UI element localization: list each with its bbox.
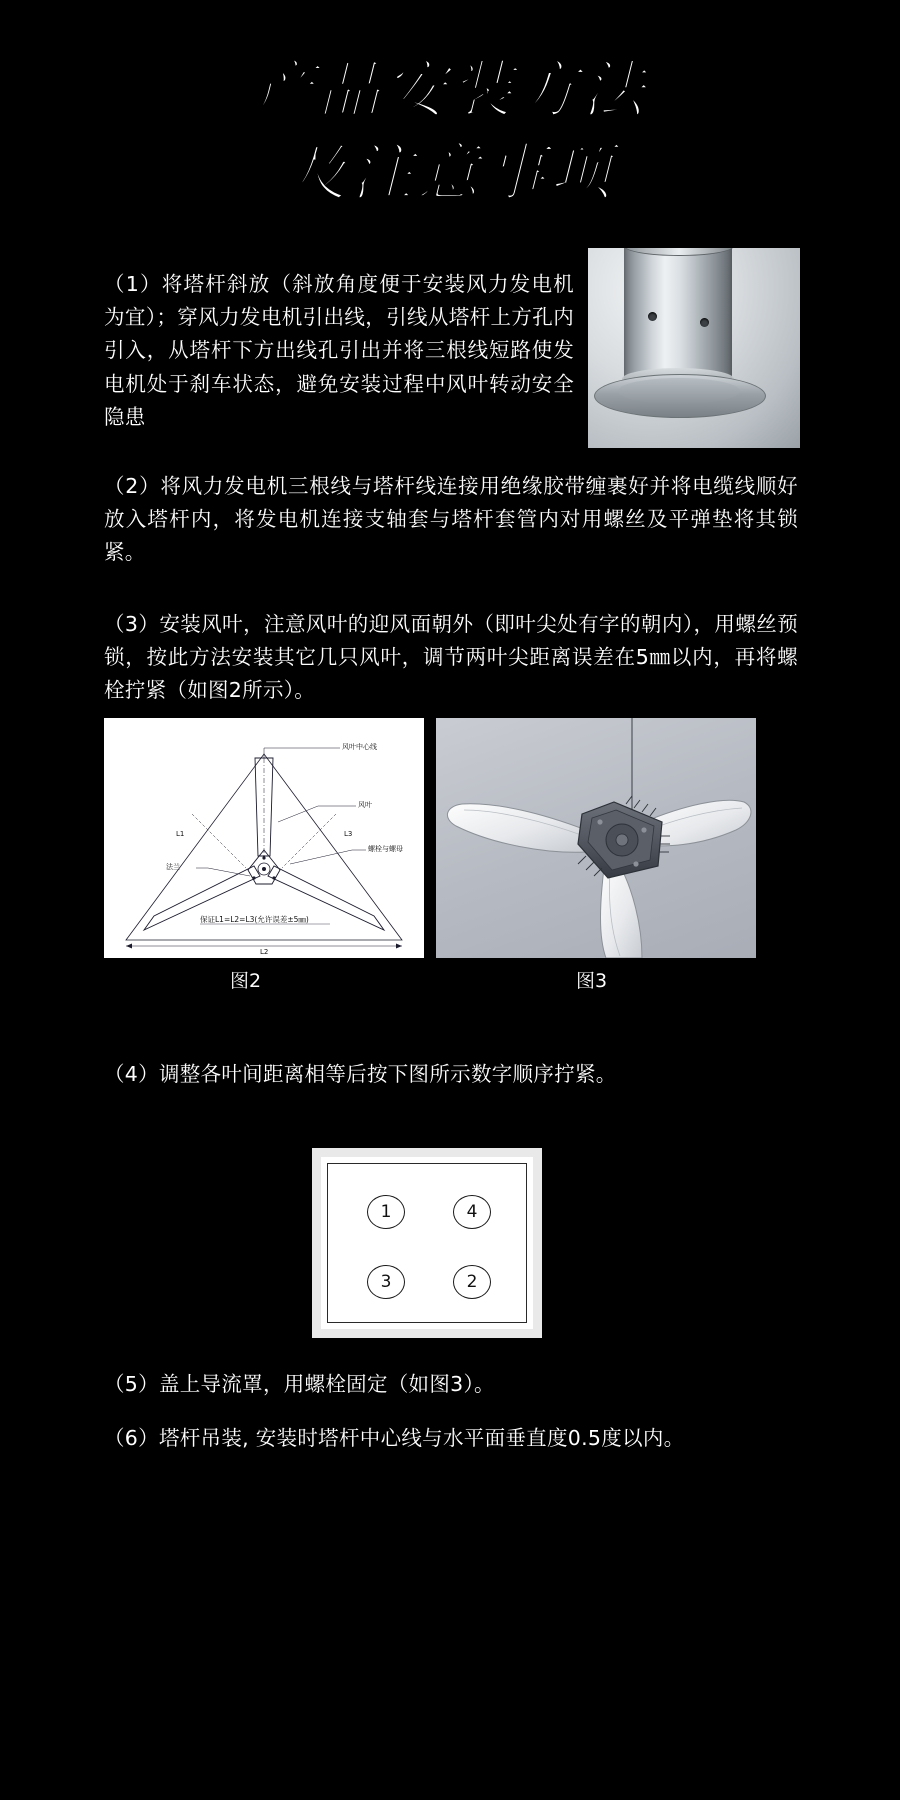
- bolt-order-figure: [312, 1148, 542, 1338]
- step-6-text: （6）塔杆吊装, 安装时塔杆中心线与水平面垂直度0.5度以内。: [104, 1426, 685, 1450]
- fig2-label-bottom-dim: L2: [260, 948, 269, 956]
- figure-2-caption: 图2: [230, 970, 262, 992]
- tube-hole-icon: [700, 318, 709, 327]
- bolt-order-number-2: 2: [453, 1265, 491, 1299]
- figure-3-svg: [436, 718, 756, 958]
- fig2-label-flange: 法兰: [166, 863, 180, 871]
- figure-3-render: [436, 718, 756, 958]
- fig2-label-bolt-nut: 螺栓与螺母: [368, 845, 403, 853]
- title-line-2: 及注意事项: [284, 135, 615, 209]
- tube-flange-inner-ring: [618, 378, 740, 404]
- fig2-label-blade: 风叶: [358, 801, 372, 809]
- bolt-order-frame: [327, 1163, 527, 1323]
- bolt-order-number-3: 3: [367, 1265, 405, 1299]
- figure-2-technical-drawing: [104, 718, 424, 958]
- fig2-label-l1: L1: [176, 830, 185, 838]
- fig2-label-center-line: 风叶中心线: [342, 743, 377, 751]
- figure-3-caption: 图3: [576, 970, 608, 992]
- step-4-text: （4）调整各叶间距离相等后按下图所示数字顺序拧紧。: [104, 1062, 617, 1086]
- step-2-text: （2）将风力发电机三根线与塔杆线连接用绝缘胶带缠裹好并将电缆线顺好放入塔杆内，将发电机连接支轴套与塔杆套管内对用螺丝及平弹垫将其锁紧。: [104, 474, 798, 565]
- title-line-1: 产品安装方法: [251, 53, 648, 126]
- fig2-label-l3: L3: [344, 830, 353, 838]
- page-title: [0, 0, 900, 212]
- fig2-note-equal-lengths: 保证L1=L2=L3(允许误差±5㎜): [200, 915, 309, 924]
- bolt-order-number-1: 1: [367, 1195, 405, 1229]
- step-1-text: （1）将塔杆斜放（斜放角度便于安装风力发电机为宜）；穿风力发电机引出线，引线从塔杆上方孔内引入，从塔杆下方出线孔引出并将三根线短路使发电机处于刹车状态，避免安装过程中风叶转动安全隐患: [104, 272, 574, 429]
- step-5-text: （5）盖上导流罩，用螺栓固定（如图3）。: [104, 1372, 495, 1396]
- bolt-order-number-4: 4: [453, 1195, 491, 1229]
- figure-row: [104, 718, 804, 958]
- tube-hole-icon: [648, 312, 657, 321]
- step-3-text: （3）安装风叶，注意风叶的迎风面朝外（即叶尖处有字的朝内），用螺丝预锁，按此方法安装其它几只风叶，调节两叶尖距离误差在5㎜以内，再将螺栓拧紧（如图2所示）。: [104, 612, 798, 703]
- tower-tube-photo: [588, 248, 800, 448]
